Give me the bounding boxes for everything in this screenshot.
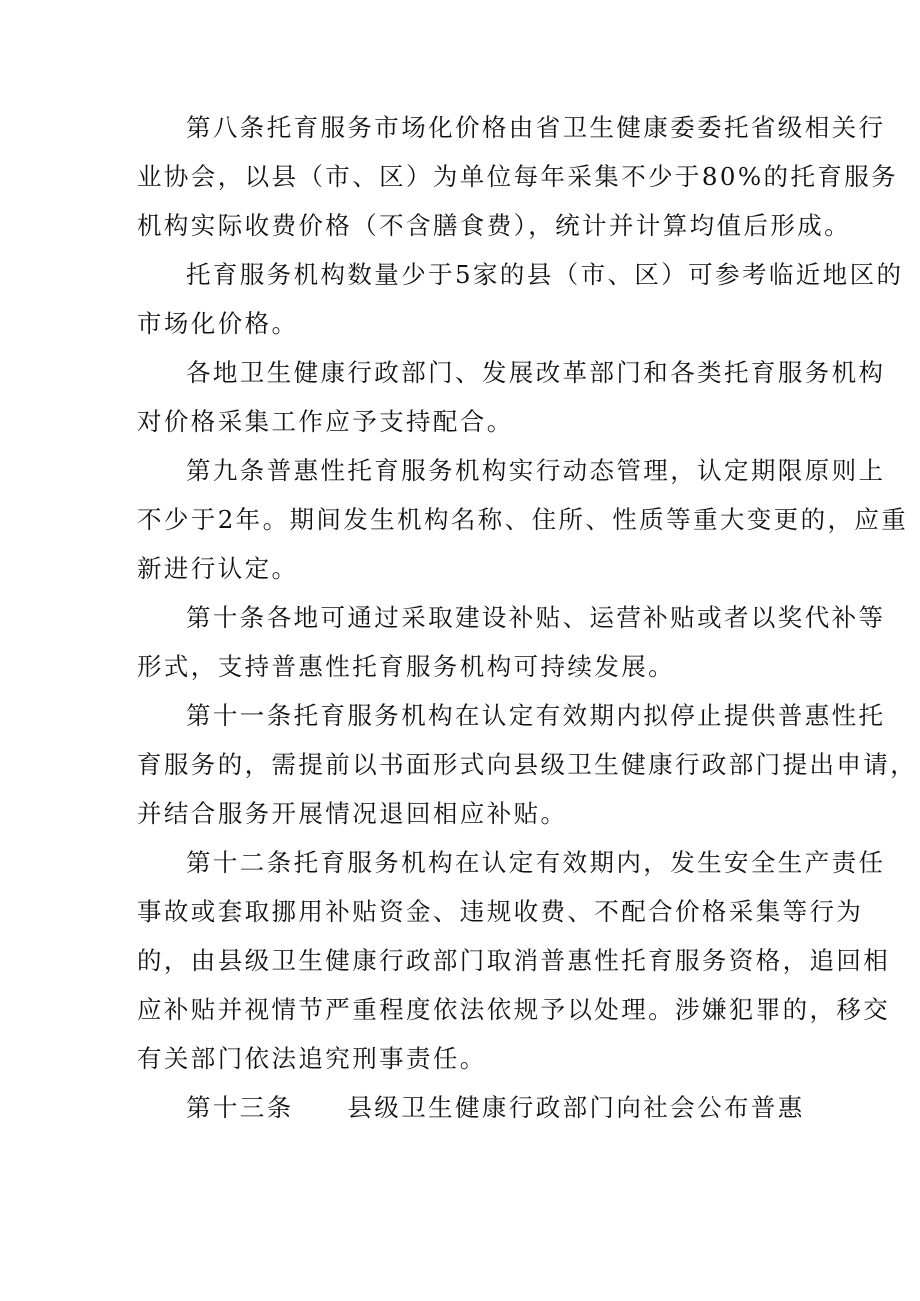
text-line-7: 对价格采集工作应予支持配合。 <box>137 407 514 436</box>
text-line-6: 各地卫生健康行政部门、发展改革部门和各类托育服务机构 <box>186 358 886 387</box>
text-line-1: 第八条托育服务市场化价格由省卫生健康委委托省级相关行 <box>186 113 886 142</box>
text-line-21: 第十三条 县级卫生健康行政部门向社会公布普惠 <box>186 1093 805 1122</box>
text-line-12: 形式，支持普惠性托育服务机构可持续发展。 <box>137 652 675 681</box>
text-line-2: 业协会，以县（市、区）为单位每年采集不少于80%的托育服务 <box>137 162 899 191</box>
text-line-18: 的，由县级卫生健康行政部门取消普惠性托育服务资格，追回相 <box>137 946 891 975</box>
text-line-11: 第十条各地可通过采取建设补贴、运营补贴或者以奖代补等 <box>186 603 886 632</box>
text-line-17: 事故或套取挪用补贴资金、违规收费、不配合价格采集等行为 <box>137 897 864 926</box>
text-line-13: 第十一条托育服务机构在认定有效期内拟停止提供普惠性托 <box>186 701 886 730</box>
text-line-15: 并结合服务开展情况退回相应补贴。 <box>137 799 568 828</box>
text-line-8: 第九条普惠性托育服务机构实行动态管理，认定期限原则上 <box>186 456 886 485</box>
text-line-20: 有关部门依法追究刑事责任。 <box>137 1044 487 1073</box>
text-line-5: 市场化价格。 <box>137 309 299 338</box>
text-line-19: 应补贴并视情节严重程度依法依规予以处理。涉嫌犯罪的，移交 <box>137 995 891 1024</box>
text-line-16: 第十二条托育服务机构在认定有效期内，发生安全生产责任 <box>186 848 886 877</box>
text-line-3: 机构实际收费价格（不含膳食费），统计并计算均值后形成。 <box>137 211 852 240</box>
text-line-14: 育服务的，需提前以书面形式向县级卫生健康行政部门提出申请， <box>137 750 918 779</box>
text-line-9: 不少于2年。期间发生机构名称、住所、性质等重大变更的，应重 <box>137 505 909 534</box>
text-line-4: 托育服务机构数量少于5家的县（市、区）可参考临近地区的 <box>186 260 904 289</box>
text-line-10: 新进行认定。 <box>137 554 299 583</box>
